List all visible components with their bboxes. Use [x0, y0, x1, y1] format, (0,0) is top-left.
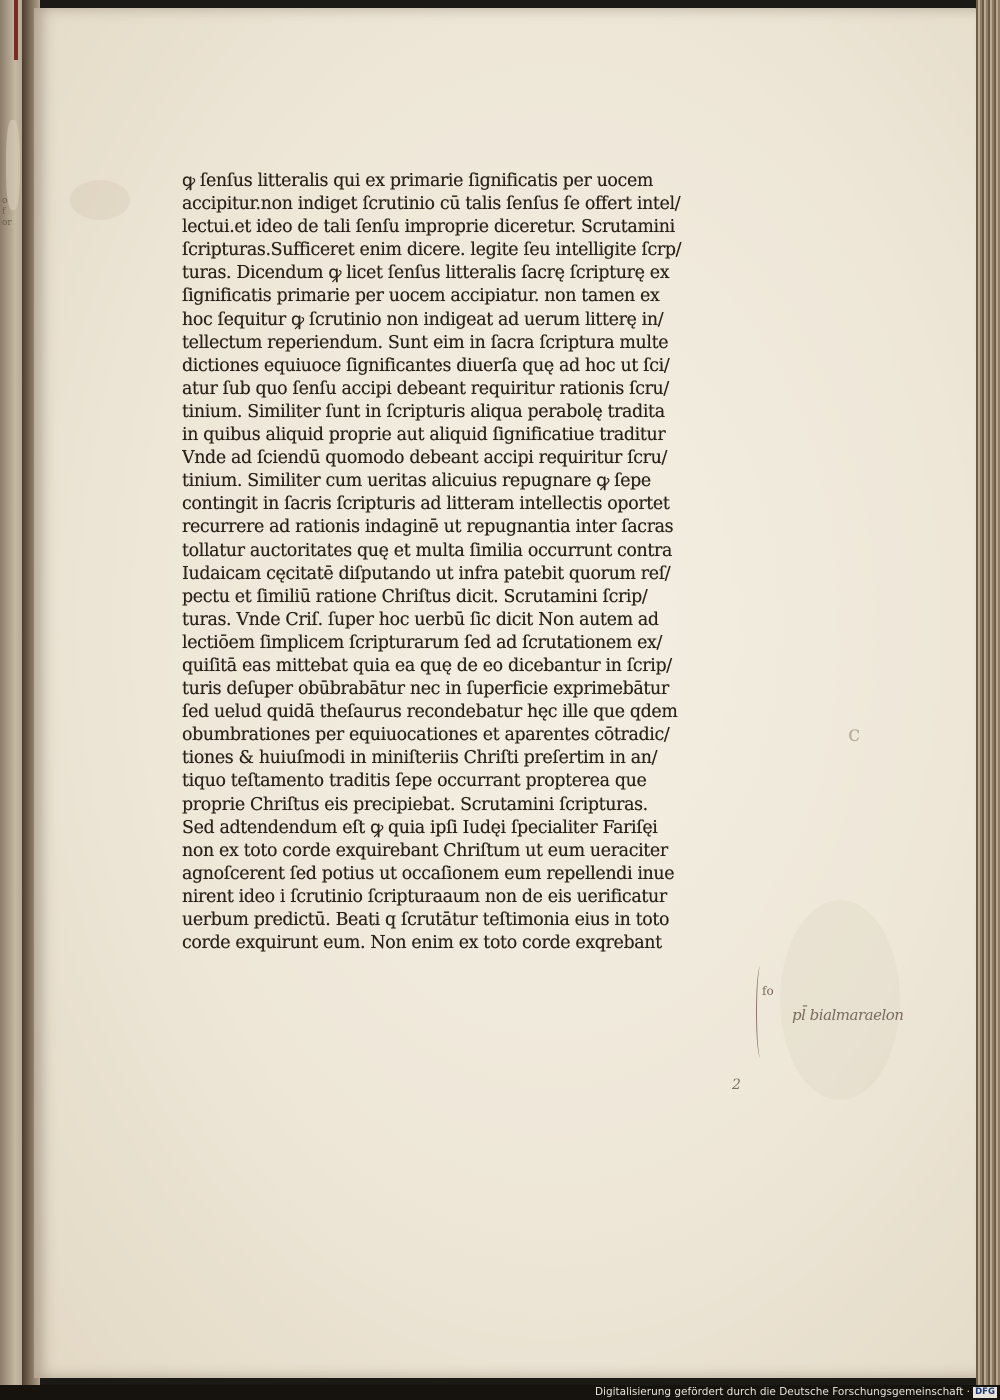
- text-line: tiquo teſtamento traditis ſepe occurrant propterea que: [182, 771, 647, 792]
- text-line: proprie Chriſtus eis precipiebat. Scrutamini ſcripturas.: [182, 794, 648, 815]
- text-line: ſignificatis primarie per uocem accipiatur. non tamen ex: [182, 286, 660, 307]
- text-line: tiones & huiuſmodi in miniſteriis Chriſti preſertim in an/: [182, 748, 658, 769]
- margin-bracket: [756, 966, 765, 1058]
- text-line: corde exquirunt eum. Non enim ex toto corde exqrebant: [182, 933, 662, 954]
- text-line: Iudaicam cęcitatē diſputando ut infra patebit quorum reſ/: [182, 563, 671, 584]
- pencil-mark: c: [848, 722, 861, 747]
- text-line: recurrere ad rationis indaginē ut repugnantia inter ſacras: [182, 517, 674, 538]
- text-line: tinium. Similiter cum ueritas alicuius repugnare ꝙ ſepe: [182, 471, 651, 492]
- text-line: dictiones equiuoce ſignificantes diuerſa quę ad hoc ut ſci/: [182, 355, 670, 376]
- text-line: accipitur.non indiget ſcrutinio cū talis ſenſus ſe offert intel/: [182, 194, 681, 215]
- left-page-marginalia: o f or: [2, 196, 12, 228]
- handwritten-margin-note: pl̄ bialmaraelon: [792, 1006, 904, 1024]
- text-line: atur ſub quo ſenſu accipi debeant requiritur rationis ſcru/: [182, 378, 669, 399]
- text-line: nirent ideo i ſcrutinio ſcripturaaum non de eis uerificatur: [182, 886, 667, 907]
- text-line: hoc ſequitur ꝙ ſcrutinio non indigeat ad uerum litterę in/: [182, 309, 664, 330]
- dfg-logo: DFG: [973, 1387, 997, 1398]
- text-line: quiſitā eas mittebat quia ea quę de eo dicebantur in ſcrip/: [182, 655, 672, 676]
- text-line: ſed uelud quidā theſaurus recondebatur hęc ille que qdem: [182, 702, 678, 723]
- text-line: turas. Dicendum ꝙ licet ſenſus litteralis ſacrę ſcripturę ex: [182, 263, 670, 284]
- text-line: ſcripturas.Sufficeret enim dicere. legite ſeu intelligite ſcrp/: [182, 240, 682, 261]
- paper-stain: [70, 180, 130, 220]
- binding-red-edge: [14, 0, 18, 60]
- paper-stain: [780, 900, 900, 1100]
- text-line: pectu et ſimiliū ratione Chriſtus dicit. Scrutamini ſcrip/: [182, 586, 648, 607]
- page-stack-edge: [976, 0, 1000, 1385]
- text-line: uerbum predictū. Beati q ſcrutātur teſtimonia eius in toto: [182, 910, 670, 930]
- text-line: turis deſuper obūbrabātur nec in ſuperficie exprimebātur: [182, 679, 669, 700]
- text-line: tinium. Similiter ſunt in ſcripturis aliqua perabolę tradita: [182, 401, 665, 422]
- text-line: tellectum reperiendum. Sunt eim in ſacra ſcriptura multe: [182, 332, 669, 353]
- text-line: Sed adtendendum eſt ꝙ quia ipſi Iudęi ſpecialiter Fariſęi: [182, 817, 658, 838]
- text-line: lectui.et ideo de tali ſenſu improprie diceretur. Scrutamini: [182, 217, 675, 238]
- text-line: non ex toto corde exquirebant Chriſtum ut eum ueraciter: [182, 840, 668, 861]
- text-line: contingit in ſacris ſcripturis ad litteram intellectis oportet: [182, 494, 670, 515]
- text-line: ꝙ ſenſus litteralis qui ex primarie ſignificatis per uocem: [182, 171, 654, 191]
- digitization-credit: Digitalisierung gefördert durch die Deutsche Forschungsgemeinschaft ·: [594, 1386, 970, 1398]
- text-line: in quibus aliquid proprie aut aliquid ſignificatiue traditur: [182, 425, 666, 446]
- text-line: tollatur auctoritates quę et multa ſimilia occurrunt contra: [182, 540, 673, 561]
- text-line: agnoſcerent ſed potius ut occaſionem eum repellendi inue: [182, 863, 675, 884]
- text-line: turas. Vnde Criſ. ſuper hoc uerbū ſic dicit Non autem ad: [182, 609, 659, 630]
- margin-mark: fo: [762, 984, 774, 998]
- folio-number: 2: [732, 1077, 741, 1093]
- text-line: lectiōem ſimplicem ſcripturarum ſed ad ſcrutationem ex/: [182, 632, 663, 653]
- text-line: Vnde ad ſciendū quomodo debeant accipi requiritur ſcru/: [182, 448, 667, 469]
- text-line: obumbrationes per equiuocationes et aparentes cōtradic/: [182, 725, 670, 746]
- incunable-text-block: [182, 170, 772, 955]
